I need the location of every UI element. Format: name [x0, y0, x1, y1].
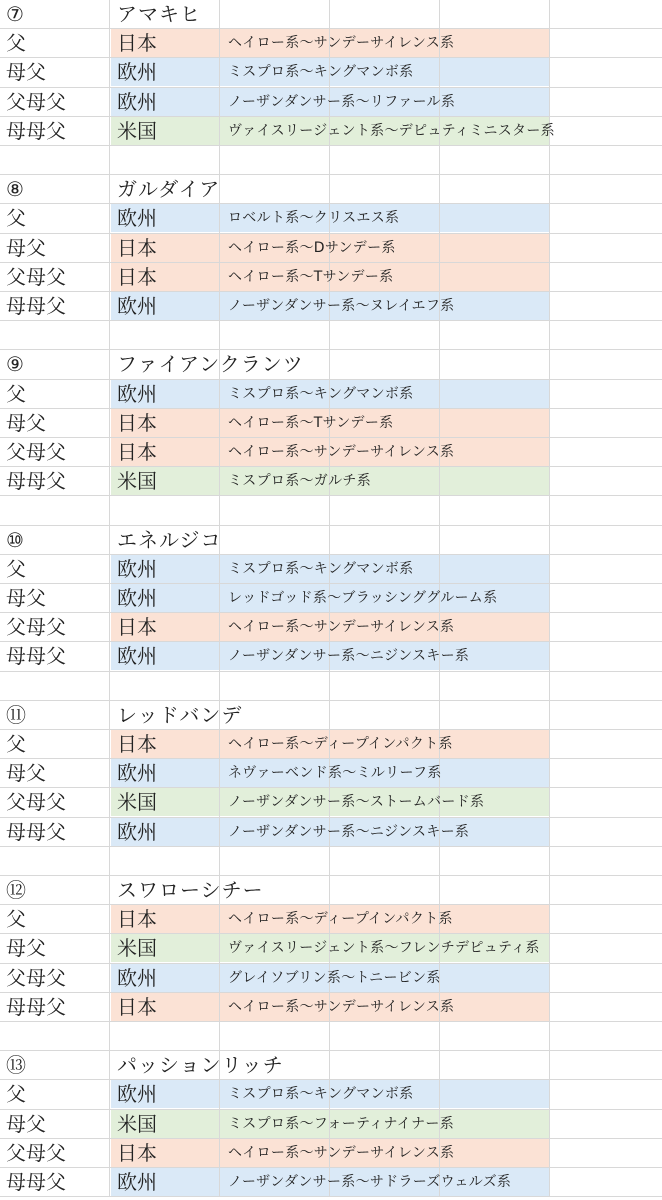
region-label: 日本	[117, 732, 157, 756]
region-label: 日本	[117, 235, 157, 260]
horse-name: ガルダイア	[117, 177, 221, 202]
grid-cell[interactable]	[440, 1051, 550, 1080]
grid-cell[interactable]	[440, 146, 550, 175]
relation-label: 父母父	[6, 89, 66, 114]
grid-cell[interactable]	[440, 438, 550, 467]
pedigree-row	[0, 642, 662, 671]
grid-cell[interactable]	[440, 467, 550, 496]
pedigree-row	[0, 993, 662, 1022]
grid-cell[interactable]	[440, 321, 550, 350]
region-label: 日本	[117, 410, 157, 435]
region-label: 米国	[117, 118, 157, 143]
pedigree-row	[0, 263, 662, 292]
grid-cell[interactable]	[550, 642, 662, 671]
grid-cell[interactable]	[550, 876, 662, 905]
region-label: 欧州	[117, 586, 157, 610]
grid-cell[interactable]	[550, 496, 662, 525]
grid-cell[interactable]	[550, 29, 662, 58]
lineage-text: ミスプロ系～キングマンボ系	[228, 64, 414, 81]
pedigree-row	[0, 759, 662, 788]
lineage-text: ノーザンダンサー系～リファール系	[228, 93, 456, 110]
region-label: 日本	[117, 615, 157, 640]
grid-cell[interactable]	[550, 0, 662, 29]
relation-label: 母母父	[6, 644, 66, 669]
relation-label: 父	[6, 907, 26, 932]
horse-number: ⑧	[6, 177, 24, 202]
relation-label: 父	[6, 732, 26, 756]
grid-cell[interactable]	[0, 847, 110, 876]
grid-cell[interactable]	[440, 1080, 550, 1109]
pedigree-row	[0, 467, 662, 496]
lineage-text: ロベルト系～クリスエス系	[228, 210, 400, 227]
horse-name: スワローシチー	[117, 878, 264, 902]
grid-cell[interactable]	[440, 29, 550, 58]
grid-cell[interactable]	[110, 146, 220, 175]
lineage-text: ノーザンダンサー系～サドラーズウェルズ系	[228, 1174, 512, 1190]
grid-cell[interactable]	[330, 847, 440, 876]
grid-cell[interactable]	[550, 613, 662, 642]
grid-cell[interactable]	[550, 1080, 662, 1109]
relation-label: 母母父	[6, 994, 66, 1019]
grid-cell[interactable]	[440, 526, 550, 555]
region-label: 日本	[117, 31, 157, 56]
grid-cell[interactable]	[440, 175, 550, 204]
grid-cell[interactable]	[330, 526, 440, 555]
grid-cell[interactable]	[440, 993, 550, 1022]
spacer-row	[0, 496, 662, 525]
pedigree-row	[0, 1139, 662, 1168]
pedigree-row	[0, 555, 662, 584]
horse-header-row	[0, 350, 662, 379]
grid-cell[interactable]	[550, 88, 662, 117]
horse-number: ⑬	[6, 1053, 26, 1078]
grid-cell[interactable]	[440, 234, 550, 263]
lineage-text: ヴァイスリージェント系～デピュティミニスター系	[228, 122, 555, 139]
pedigree-row	[0, 204, 662, 233]
grid-cell[interactable]	[110, 847, 220, 876]
relation-label: 母母父	[6, 118, 66, 143]
grid-cell[interactable]	[440, 672, 550, 701]
relation-label: 母父	[6, 410, 46, 435]
horse-number: ⑨	[6, 352, 24, 377]
pedigree-row	[0, 613, 662, 642]
grid-cell[interactable]	[440, 1022, 550, 1051]
grid-cell[interactable]	[550, 934, 662, 963]
grid-cell[interactable]	[550, 438, 662, 467]
grid-cell[interactable]	[440, 701, 550, 730]
lineage-text: ミスプロ系～キングマンボ系	[228, 560, 414, 577]
relation-label: 母父	[6, 235, 46, 260]
grid-cell[interactable]	[550, 380, 662, 409]
grid-cell[interactable]	[220, 321, 330, 350]
lineage-text: ミスプロ系～キングマンボ系	[228, 1086, 414, 1103]
grid-cell[interactable]	[440, 905, 550, 934]
grid-cell[interactable]	[440, 1110, 550, 1139]
spacer-row	[0, 321, 662, 350]
region-label: 日本	[117, 264, 157, 289]
lineage-text: ノーザンダンサー系～ストームバード系	[228, 794, 485, 811]
grid-cell[interactable]	[0, 321, 110, 350]
grid-cell[interactable]	[440, 380, 550, 409]
relation-label: 父	[6, 556, 26, 581]
grid-cell[interactable]	[330, 0, 440, 29]
lineage-text: ヘイロー系～サンデーサイレンス系	[228, 444, 455, 460]
lineage-text: ミスプロ系～フォーティナイナー系	[228, 1115, 454, 1132]
horse-name: エネルジコ	[117, 527, 222, 552]
lineage-text: ヴァイスリージェント系～フレンチデピュティ系	[228, 940, 540, 957]
grid-cell[interactable]	[220, 0, 330, 29]
grid-cell[interactable]	[220, 847, 330, 876]
relation-label: 母母父	[6, 469, 66, 494]
spacer-row	[0, 847, 662, 876]
relation-label: 父母父	[6, 264, 66, 289]
region-label: 米国	[117, 1111, 157, 1136]
region-label: 日本	[117, 907, 157, 932]
pedigree-row	[0, 788, 662, 817]
relation-label: 母母父	[6, 1170, 66, 1194]
relation-label: 母父	[6, 586, 46, 610]
pedigree-row	[0, 234, 662, 263]
grid-cell[interactable]	[550, 350, 662, 379]
grid-cell[interactable]	[440, 88, 550, 117]
grid-cell[interactable]	[550, 1022, 662, 1051]
grid-cell[interactable]	[440, 730, 550, 759]
lineage-text: ヘイロー系～Tサンデー系	[228, 268, 394, 285]
grid-cell[interactable]	[550, 146, 662, 175]
grid-cell[interactable]	[440, 847, 550, 876]
grid-cell[interactable]	[330, 175, 440, 204]
grid-cell[interactable]	[550, 1051, 662, 1080]
grid-cell[interactable]	[550, 234, 662, 263]
relation-label: 父	[6, 381, 26, 406]
lineage-text: ヘイロー系～ディープインパクト系	[228, 736, 453, 752]
grid-cell[interactable]	[330, 496, 440, 525]
grid-cell[interactable]	[440, 1139, 550, 1168]
relation-label: 母父	[6, 1111, 46, 1136]
grid-cell[interactable]	[440, 759, 550, 788]
relation-label: 母父	[6, 936, 46, 961]
pedigree-row	[0, 380, 662, 409]
grid-cell[interactable]	[440, 292, 550, 321]
grid-cell[interactable]	[110, 321, 220, 350]
region-label: 欧州	[117, 1082, 157, 1107]
grid-cell[interactable]	[330, 350, 440, 379]
grid-cell[interactable]	[330, 146, 440, 175]
region-label: 欧州	[117, 206, 157, 231]
grid-cell[interactable]	[550, 701, 662, 730]
grid-cell[interactable]	[550, 1168, 662, 1197]
pedigree-row	[0, 964, 662, 993]
grid-cell[interactable]	[550, 58, 662, 87]
region-label: 日本	[117, 440, 157, 464]
region-label: 欧州	[117, 556, 157, 581]
grid-cell[interactable]	[330, 701, 440, 730]
grid-cell[interactable]	[550, 409, 662, 438]
grid-cell[interactable]	[440, 876, 550, 905]
grid-cell[interactable]	[440, 555, 550, 584]
grid-cell[interactable]	[550, 672, 662, 701]
grid-cell[interactable]	[550, 818, 662, 847]
lineage-text: ヘイロー系～サンデーサイレンス系	[228, 1144, 455, 1161]
pedigree-row	[0, 58, 662, 87]
relation-label: 父母父	[6, 615, 66, 640]
grid-cell[interactable]	[0, 672, 110, 701]
grid-cell[interactable]	[220, 672, 330, 701]
lineage-text: ノーザンダンサー系～ニジンスキー系	[228, 648, 470, 665]
grid-cell[interactable]	[330, 1051, 440, 1080]
grid-cell[interactable]	[440, 0, 550, 29]
pedigree-row	[0, 584, 662, 613]
grid-cell[interactable]	[440, 496, 550, 525]
grid-cell[interactable]	[440, 350, 550, 379]
lineage-text: ミスプロ系～ガルチ系	[228, 473, 371, 490]
relation-label: 母父	[6, 761, 46, 786]
grid-cell[interactable]	[440, 204, 550, 233]
pedigree-row	[0, 730, 662, 759]
region-label: 欧州	[117, 60, 157, 85]
region-label: 欧州	[117, 1170, 157, 1194]
grid-cell[interactable]	[220, 146, 330, 175]
grid-cell[interactable]	[440, 58, 550, 87]
grid-cell[interactable]	[550, 1110, 662, 1139]
grid-cell[interactable]	[0, 1022, 110, 1051]
grid-cell[interactable]	[550, 1139, 662, 1168]
grid-cell[interactable]	[550, 292, 662, 321]
grid-cell[interactable]	[220, 496, 330, 525]
grid-cell[interactable]	[550, 526, 662, 555]
grid-cell[interactable]	[550, 321, 662, 350]
grid-cell[interactable]	[330, 321, 440, 350]
pedigree-row	[0, 1168, 662, 1197]
horse-header-row	[0, 0, 662, 29]
horse-number: ⑦	[6, 2, 24, 26]
region-label: 米国	[117, 469, 157, 494]
grid-cell[interactable]	[550, 584, 662, 613]
relation-label: 父母父	[6, 440, 66, 464]
pedigree-row	[0, 29, 662, 58]
grid-cell[interactable]	[550, 847, 662, 876]
horse-name: パッションリッチ	[117, 1053, 284, 1078]
horse-name: レッドバンデ	[117, 702, 243, 727]
lineage-text: レッドゴッド系～ブラッシンググルーム系	[228, 590, 498, 606]
spacer-row	[0, 1022, 662, 1051]
pedigree-row	[0, 1110, 662, 1139]
region-label: 欧州	[117, 89, 157, 114]
lineage-text: ヘイロー系～ディープインパクト系	[228, 911, 453, 928]
lineage-text: ヘイロー系～サンデーサイレンス系	[228, 998, 455, 1015]
spacer-row	[0, 146, 662, 175]
lineage-text: ノーザンダンサー系～ニジンスキー系	[228, 823, 470, 840]
relation-label: 父	[6, 31, 26, 56]
grid-cell[interactable]	[550, 964, 662, 993]
horse-header-row	[0, 701, 662, 730]
region-label: 欧州	[117, 294, 157, 318]
grid-cell[interactable]	[0, 146, 110, 175]
grid-cell[interactable]	[110, 672, 220, 701]
grid-cell[interactable]	[550, 175, 662, 204]
grid-cell[interactable]	[440, 409, 550, 438]
relation-label: 母父	[6, 60, 46, 85]
relation-label: 母母父	[6, 294, 66, 318]
region-label: 欧州	[117, 381, 157, 406]
region-label: 欧州	[117, 644, 157, 669]
grid-cell[interactable]	[440, 964, 550, 993]
grid-cell[interactable]	[550, 263, 662, 292]
relation-label: 父	[6, 206, 26, 231]
relation-label: 父母父	[6, 790, 66, 815]
pedigree-row	[0, 409, 662, 438]
relation-label: 父	[6, 1082, 26, 1107]
lineage-text: ヘイロー系～サンデーサイレンス系	[228, 35, 455, 52]
lineage-text: グレイソブリン系～トニービン系	[228, 969, 441, 986]
region-label: 欧州	[117, 761, 157, 786]
pedigree-row	[0, 818, 662, 847]
grid-cell[interactable]	[0, 496, 110, 525]
horse-header-row	[0, 175, 662, 204]
grid-cell[interactable]	[550, 759, 662, 788]
horse-header-row	[0, 526, 662, 555]
horse-number: ⑩	[6, 527, 24, 552]
grid-cell[interactable]	[550, 555, 662, 584]
horse-header-row	[0, 876, 662, 905]
relation-label: 母母父	[6, 819, 66, 844]
lineage-text: ヘイロー系～サンデーサイレンス系	[228, 619, 455, 636]
relation-label: 父母父	[6, 965, 66, 990]
grid-cell[interactable]	[330, 672, 440, 701]
pedigree-row	[0, 88, 662, 117]
region-label: 日本	[117, 1140, 157, 1165]
pedigree-row	[0, 1080, 662, 1109]
grid-cell[interactable]	[550, 204, 662, 233]
lineage-text: ヘイロー系～Tサンデー系	[228, 414, 394, 431]
pedigree-row	[0, 934, 662, 963]
region-label: 欧州	[117, 819, 157, 844]
grid-cell[interactable]	[220, 175, 330, 204]
lineage-text: ノーザンダンサー系～ヌレイエフ系	[228, 298, 455, 314]
grid-cell[interactable]	[550, 993, 662, 1022]
grid-cell[interactable]	[220, 526, 330, 555]
pedigree-row	[0, 292, 662, 321]
grid-cell[interactable]	[110, 496, 220, 525]
pedigree-row	[0, 905, 662, 934]
grid-cell[interactable]	[440, 613, 550, 642]
grid-cell[interactable]	[220, 1022, 330, 1051]
horse-header-row	[0, 1051, 662, 1080]
grid-cell[interactable]	[440, 263, 550, 292]
region-label: 米国	[117, 936, 157, 961]
grid-cell[interactable]	[110, 1022, 220, 1051]
grid-cell[interactable]	[330, 1022, 440, 1051]
region-label: 米国	[117, 790, 157, 815]
grid-cell[interactable]	[550, 117, 662, 146]
grid-cell[interactable]	[550, 467, 662, 496]
grid-cell[interactable]	[550, 905, 662, 934]
grid-cell[interactable]	[330, 876, 440, 905]
region-label: 欧州	[117, 965, 157, 990]
pedigree-row	[0, 117, 662, 146]
horse-name: ファイアンクランツ	[117, 352, 304, 377]
horse-number: ⑫	[6, 878, 26, 902]
lineage-text: ヘイロー系～Dサンデー系	[228, 239, 396, 256]
spacer-row	[0, 672, 662, 701]
horse-name: アマキヒ	[117, 2, 201, 26]
grid-cell[interactable]	[550, 788, 662, 817]
lineage-text: ミスプロ系～キングマンボ系	[228, 385, 414, 402]
lineage-text: ネヴァーベンド系～ミルリーフ系	[228, 765, 442, 782]
relation-label: 父母父	[6, 1140, 66, 1165]
region-label: 日本	[117, 994, 157, 1019]
horse-number: ⑪	[6, 702, 26, 727]
grid-cell[interactable]	[550, 730, 662, 759]
pedigree-row	[0, 438, 662, 467]
